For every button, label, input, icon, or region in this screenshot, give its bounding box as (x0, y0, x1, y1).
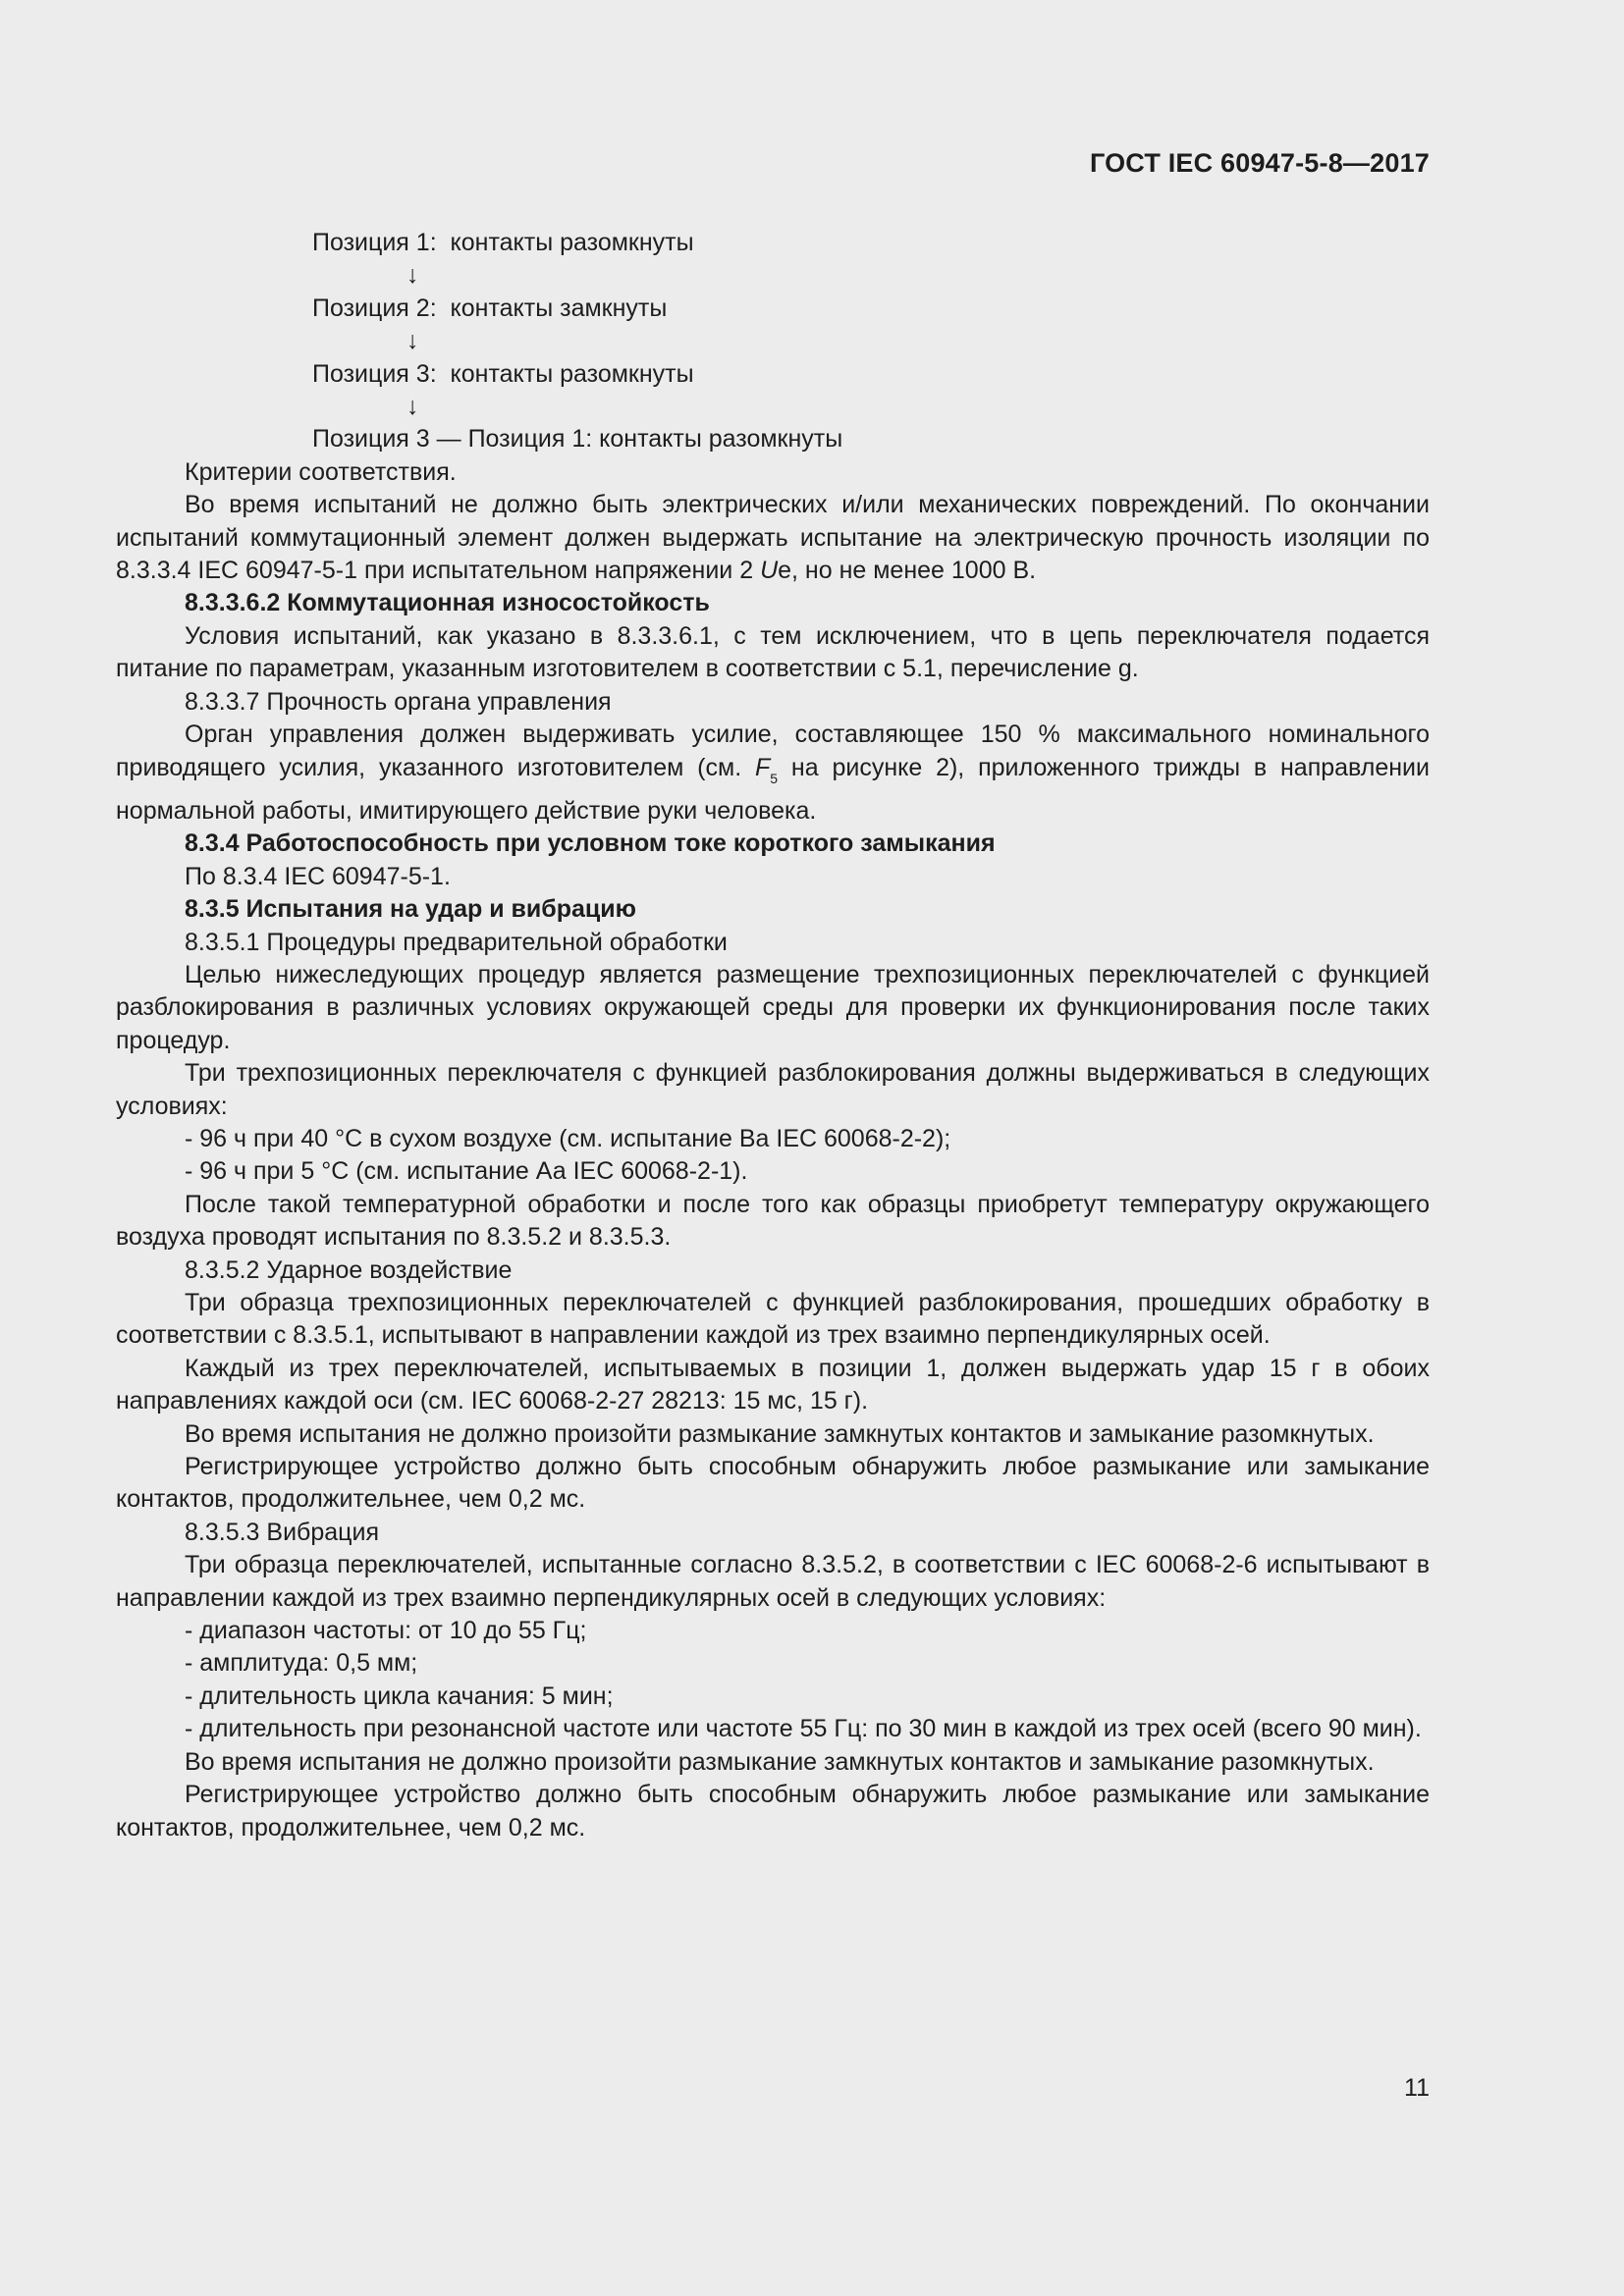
position-2-line: Позиция 2: контакты замкнуты (312, 294, 668, 322)
paragraph: После такой температурной обработки и после того как образцы приобретут температуру окружающего воздуха проводят испытания по 8.3.5.2 и 8.3.5.3. (116, 1190, 1430, 1252)
document-body (116, 227, 1430, 1844)
paragraph: Три трехпозиционных переключателя с функцией разблокирования должны выдерживаться в следующих условиях: (116, 1059, 1430, 1120)
section-heading-8-3-3-7: 8.3.3.7 Прочность органа управления (185, 687, 612, 716)
section-heading-8-3-3-6-2: 8.3.3.6.2 Коммутационная износостойкость (185, 589, 710, 617)
document-header: ГОСТ IEC 60947-5-8—2017 (1089, 148, 1430, 178)
list-item: - диапазон частоты: от 10 до 55 Гц; (185, 1617, 587, 1645)
document-page (116, 0, 1430, 2296)
section-heading-8-3-5-1: 8.3.5.1 Процедуры предварительной обработки (185, 928, 728, 956)
paragraph: По 8.3.4 IEC 60947-5-1. (185, 862, 451, 890)
list-item: - 96 ч при 40 °С в сухом воздухе (см. испытание Ва IEC 60068-2-2); (185, 1124, 951, 1152)
position-3-line: Позиция 3: контакты разомкнуты (312, 359, 694, 388)
down-arrow-icon: ↓ (406, 327, 419, 355)
section-heading-8-3-5-3: 8.3.5.3 Вибрация (185, 1518, 379, 1546)
page-number: 11 (1404, 2074, 1430, 2102)
list-item: - 96 ч при 5 °С (см. испытание Аа IEC 60068-2-1). (185, 1157, 748, 1186)
position-3-1-line: Позиция 3 — Позиция 1: контакты разомкнуты (312, 425, 843, 454)
paragraph: Три образца трехпозиционных переключателей с функцией разблокирования, прошедших обработку в соответствии с 8.3.5.1, испытывают в направлении каждой из трех взаимно перпендикулярных осей. (116, 1289, 1430, 1350)
down-arrow-icon: ↓ (406, 261, 419, 290)
paragraph: Каждый из трех переключателей, испытываемых в позиции 1, должен выдержать удар 15 г в обоих направлениях каждой оси (см. IEC 60068-2-27 28213: 15 мс, 15 г). (116, 1354, 1430, 1415)
section-heading-8-3-5: 8.3.5 Испытания на удар и вибрацию (185, 895, 636, 924)
paragraph: Целью нижеследующих процедур является размещение трехпозиционных переключателей с функцией разблокирования в различных условиях окружающей среды для проверки их функционирования после таких процедур. (116, 960, 1430, 1054)
down-arrow-icon: ↓ (406, 393, 419, 421)
position-1-line: Позиция 1: контакты разомкнуты (312, 229, 694, 256)
paragraph: Регистрирующее устройство должно быть способным обнаружить любое размыкание или замыкание контактов, продолжительнее, чем 0,2 мс. (116, 1453, 1430, 1514)
section-heading-8-3-4: 8.3.4 Работоспособность при условном токе короткого замыкания (185, 829, 996, 858)
paragraph: Во время испытания не должно произойти размыкание замкнутых контактов и замыкание разомкнутых. (185, 1419, 1375, 1448)
paragraph: Регистрирующее устройство должно быть способным обнаружить любое размыкание или замыкание контактов, продолжительнее, чем 0,2 мс. (116, 1781, 1430, 1842)
section-heading-8-3-5-2: 8.3.5.2 Ударное воздействие (185, 1255, 513, 1284)
paragraph: Во время испытания не должно произойти размыкание замкнутых контактов и замыкание разомкнутых. (185, 1747, 1375, 1776)
paragraph: Три образца переключателей, испытанные согласно 8.3.5.2, в соответствии с IEC 60068-2-6 испытывают в направлении каждой из трех взаимно перпендикулярных осей в следующих условиях: (116, 1551, 1430, 1612)
paragraph: Во время испытаний не должно быть электрических и/или механических повреждений. По окончании испытаний коммутационный элемент должен выдержать испытание на электрическую прочность изоляции по 8.3.3.4 IEC 60947-5-1 при испытательном напряжении 2 Ue, но не менее 1000 В. (116, 491, 1430, 585)
list-item: - длительность при резонансной частоте или частоте 55 Гц: по 30 мин в каждой из трех осей (всего 90 мин). (185, 1715, 1422, 1743)
paragraph: Орган управления должен выдерживать усилие, составляющее 150 % максимального номинального приводящего усилия, указанного изготовителем (см. $F_5$ на рисунке 2), приложенного трижды в направлении нормальной работы, имитирующего действие руки человека. (116, 721, 1430, 825)
list-item: - длительность цикла качания: 5 мин; (185, 1682, 614, 1710)
criteria-label: Критерии соответствия. (185, 457, 457, 486)
paragraph: Условия испытаний, как указано в 8.3.3.6.1, с тем исключением, что в цепь переключателя подается питание по параметрам, указанным изготовителем в соответствии с 5.1, перечисление g. (116, 621, 1430, 683)
list-item: - амплитуда: 0,5 мм; (185, 1649, 418, 1678)
